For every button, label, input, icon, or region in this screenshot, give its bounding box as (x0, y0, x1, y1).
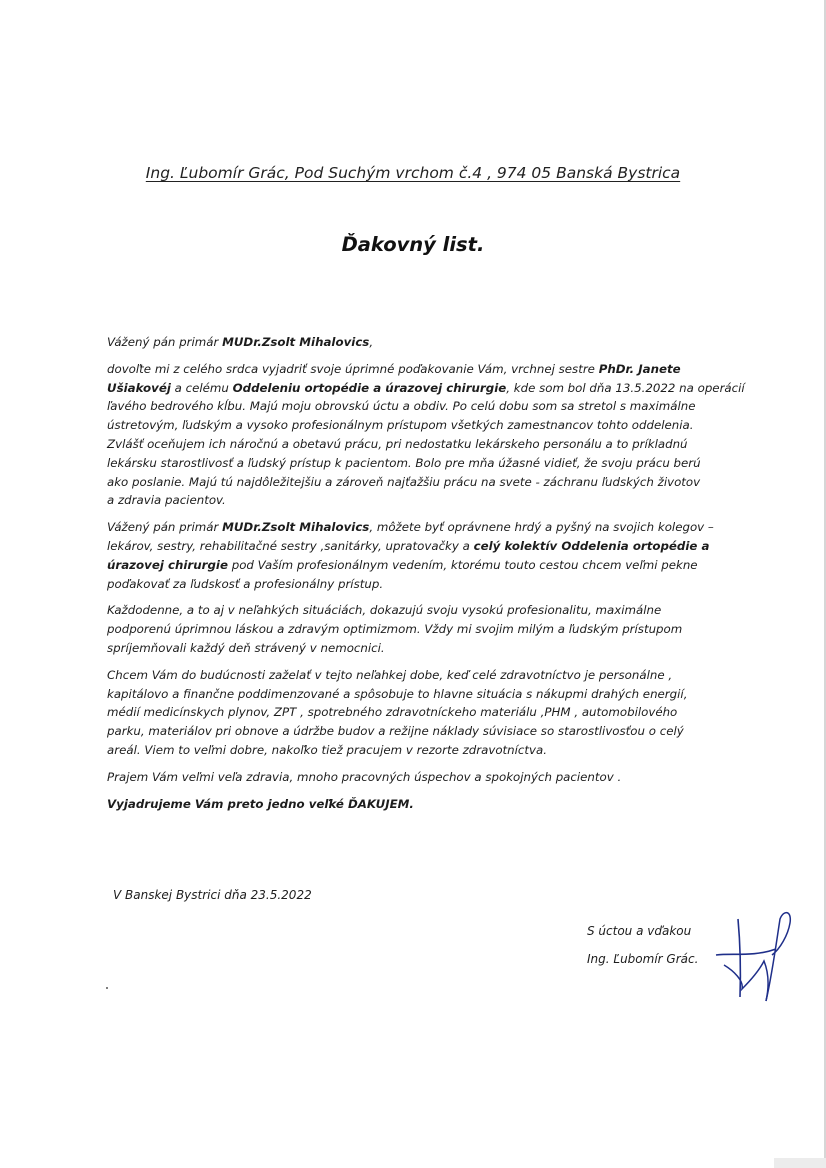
text-line: kapitálovo a finančne poddimenzované a spôsobuje to hlavne situácia s nákupmi drahých energií, (107, 686, 688, 701)
handwritten-signature (714, 905, 798, 1005)
text-line: spríjemňovali každý deň strávený v nemocnici. (107, 640, 385, 655)
text-line: lekársku starostlivosť a ľudský prístup k pacientom. Bolo pre mňa úžasné vidieť, že svoju prácu berú (107, 455, 701, 470)
text-line: ľavého bedrového kĺbu. Majú moju obrovskú úctu a obdiv. Po celú dobu som sa stretol s maximálne (107, 399, 696, 414)
text-line: parku, materiálov pri obnove a údržbe budov a režijne náklady súvisiace so starostlivosťou o celý (107, 724, 684, 739)
text-line: ústretovým, ľudským a vysoko profesionálnym prístupom všetkých zamestnancov tohto oddelenia. (107, 418, 694, 433)
text-line (107, 518, 732, 537)
sender-address (0, 164, 826, 182)
text-line (107, 379, 745, 398)
bold-run: Oddeleniu ortopédie a úrazovej chirurgie (232, 380, 507, 395)
paragraph-daily (107, 601, 732, 657)
bold-run: celý kolektív Oddelenia ortopédie a (473, 538, 710, 553)
paragraph-wishes (107, 666, 732, 760)
text-line: areál. Viem to veľmi dobre, nakoľko tiež pracujem v rezorte zdravotníctva. (107, 742, 548, 757)
text-line: poďakovať za ľudskosť a profesionálny prístup. (107, 576, 384, 591)
letter-body (107, 333, 745, 821)
letter-title: Ďakovný list. (341, 233, 485, 256)
text-run: lekárov, sestry, rehabilitačné sestry ,sanitárky, upratovačky a (107, 538, 474, 553)
text-line: Chcem Vám do budúcnosti zaželať v tejto neľahkej dobe, keď celé zdravotníctvo je personálne , (107, 667, 673, 682)
text-line: ako poslanie. Majú tú najdôležitejšiu a zároveň najťažšiu prácu na svete - záchranu ľudských životov (107, 474, 701, 489)
text-line (107, 556, 732, 575)
text-line (107, 537, 732, 556)
paragraph-health: Prajem Vám veľmi veľa zdravia, mnoho pracovných úspechov a spokojných pacientov . (107, 769, 622, 784)
text-line: a zdravia pacientov. (107, 493, 226, 508)
salutation-comma: , (369, 335, 374, 349)
text-run: dovoľte mi z celého srdca vyjadriť svoje úprimné poďakovanie Vám, vrchnej sestre (107, 361, 599, 376)
salutation (107, 333, 732, 352)
place-date: V Banskej Bystrici dňa 23.5.2022 (113, 888, 312, 902)
paragraph-thanks (107, 360, 745, 510)
salutation-name: MUDr.Zsolt Mihalovics (222, 335, 370, 349)
salutation-text: Vážený pán primár (107, 335, 223, 349)
scan-corner-shadow (774, 1158, 826, 1168)
paragraph-colleagues (107, 518, 732, 593)
text-run: , kde som bol dňa 13.5.2022 na operácií (506, 380, 745, 395)
text-line: médií medicínskych plynov, ZPT , spotrebného zdravotníckeho materiálu ,PHM , automobilového (107, 705, 678, 720)
closing-greeting: S úctou a vďakou (587, 924, 692, 938)
text-line: Zvlášť oceňujem ich náročnú a obetavú prácu, pri nedostatku lekárskeho personálu a to príkladnú (107, 436, 688, 451)
sender-address-text: Ing. Ľubomír Grác, Pod Suchým vrchom č.4 , 974 05 Banská Bystrica (145, 164, 681, 182)
scan-speck (106, 987, 108, 989)
bold-run: PhDr. Janete (598, 361, 681, 376)
bold-run: Ušiakovéj (107, 380, 171, 395)
text-run: pod Vaším profesionálnym vedením, ktorému touto cestou chcem veľmi pekne (227, 557, 698, 572)
text-line (107, 360, 732, 379)
text-run: , môžete byť oprávnene hrdý a pyšný na svojich kolegov – (369, 520, 714, 535)
text-line: Každodenne, a to aj v neľahkých situáciách, dokazujú svoju vysokú profesionalitu, maximálne (107, 603, 662, 618)
thankyou-text: Vyjadrujeme Vám preto jedno veľké ĎAKUJEM. (107, 796, 414, 811)
text-run: Vážený pán primár (107, 520, 223, 535)
bold-run: MUDr.Zsolt Mihalovics (222, 520, 370, 535)
closing-name: Ing. Ľubomír Grác. (587, 952, 699, 966)
text-run: a celému (170, 380, 233, 395)
bold-run: úrazovej chirurgie (107, 557, 228, 572)
closing-block (587, 917, 698, 973)
paragraph-thankyou (107, 795, 732, 814)
text-line: podporenú úprimnou láskou a zdravým optimizmom. Vždy mi svojim milým a ľudským prístupom (107, 622, 683, 637)
